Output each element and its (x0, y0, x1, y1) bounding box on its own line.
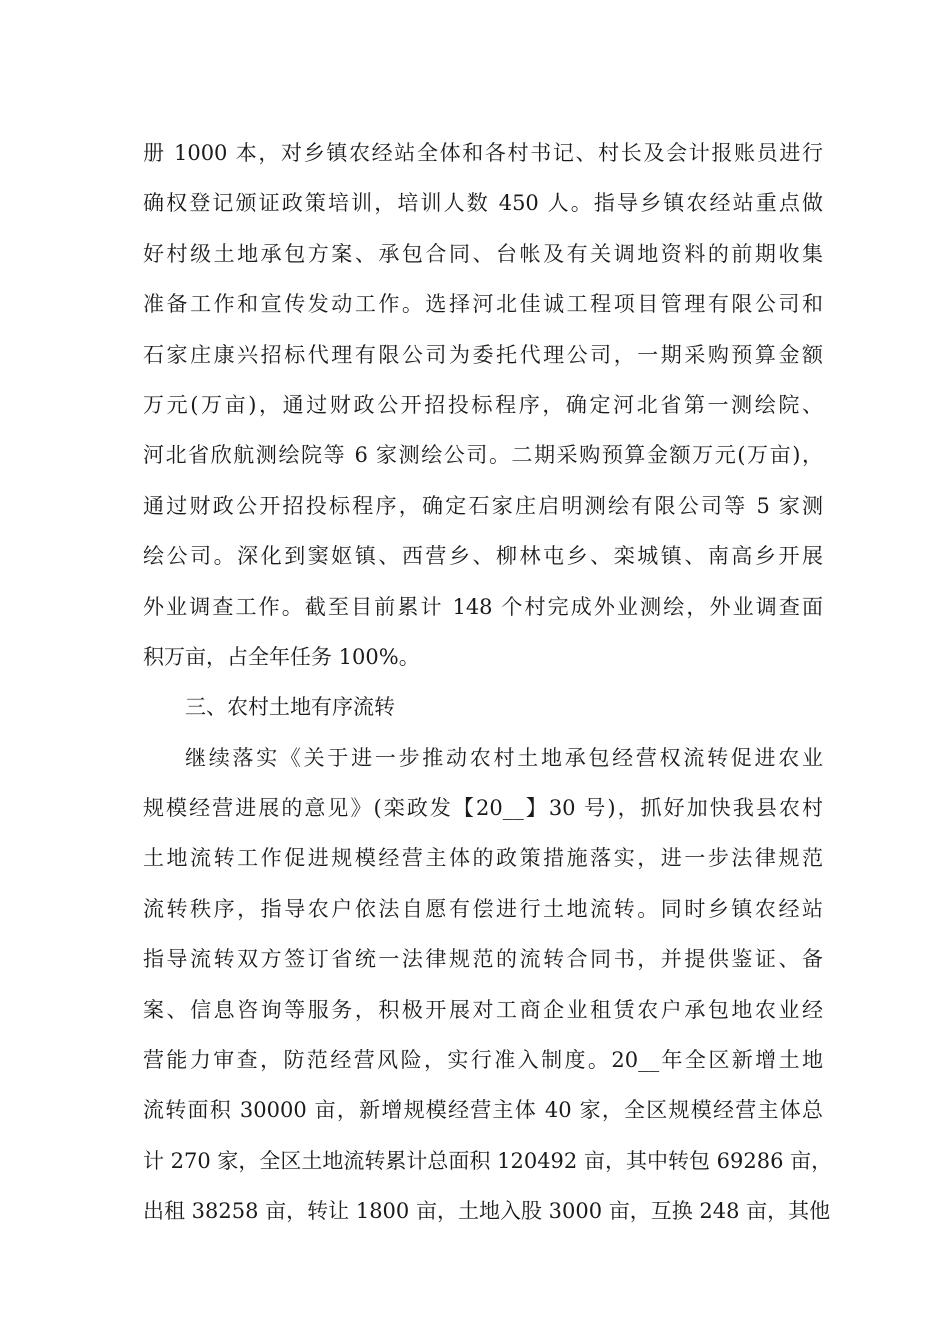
text-line: 确权登记颁证政策培训，培训人数 450 人。指导乡镇农经站重点做 (143, 191, 823, 216)
text-line: 通过财政公开招投标程序，确定石家庄启明测绘有限公司等 5 家测 (143, 493, 823, 518)
text-line: 绘公司。深化到窦妪镇、西营乡、柳林屯乡、栾城镇、南高乡开展 (143, 544, 823, 569)
text-line: 出租 38258 亩，转让 1800 亩，土地入股 3000 亩，互换 248 亩，其他 (143, 1199, 831, 1224)
text-line: 准备工作和宣传发动工作。选择河北佳诚工程项目管理有限公司和 (143, 292, 823, 317)
text-line: 案、信息咨询等服务，积极开展对工商企业租赁农户承包地农业经 (143, 997, 823, 1022)
text-line: 石家庄康兴招标代理有限公司为委托代理公司，一期采购预算金额 (143, 342, 823, 367)
text-line: 计 270 家，全区土地流转累计总面积 120492 亩，其中转包 69286 亩， (143, 1148, 833, 1173)
text-line: 流转秩序，指导农户依法自愿有偿进行土地流转。同时乡镇农经站 (143, 896, 823, 921)
text-line: 土地流转工作促进规模经营主体的政策措施落实，进一步法律规范 (143, 846, 823, 871)
text-line: 河北省欣航测绘院等 6 家测绘公司。二期采购预算金额万元(万亩)， (143, 443, 823, 468)
paragraph-land-transfer (143, 733, 833, 1237)
text-line: 册 1000 本，对乡镇农经站全体和各村书记、村长及会计报账员进行 (143, 141, 823, 165)
text-line: 流转面积 30000 亩，新增规模经营主体 40 家，全区规模经营主体总 (143, 1098, 823, 1123)
text-line: 营能力审查，防范经营风险，实行准入制度。20__年全区新增土地 (143, 1048, 823, 1073)
text-line: 万元(万亩)，通过财政公开招投标程序，确定河北省第一测绘院、 (143, 392, 823, 417)
paragraph-land-registration (143, 128, 823, 682)
text-line: 外业调查工作。截至目前累计 148 个村完成外业测绘，外业调查面 (143, 594, 823, 619)
section-heading: 三、农村土地有序流转 (185, 695, 395, 720)
text-line: 指导流转双方签订省统一法律规范的流转合同书，并提供鉴证、备 (143, 947, 823, 972)
text-line: 规模经营进展的意见》(栾政发【20__】30 号)，抓好加快我县农村 (143, 796, 823, 821)
text-line: 好村级土地承包方案、承包合同、台帐及有关调地资料的前期收集 (143, 241, 823, 266)
text-line: 积万亩，占全年任务 100%。 (143, 644, 420, 669)
text-line: 继续落实《关于进一步推动农村土地承包经营权流转促进农业 (185, 745, 823, 770)
document-body (143, 128, 833, 1237)
